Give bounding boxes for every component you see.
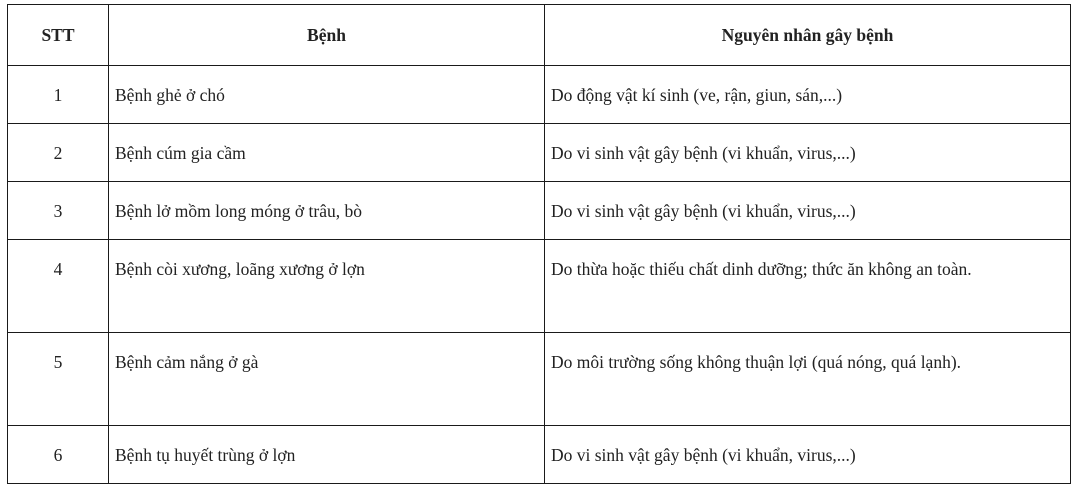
disease-table-container [7, 4, 1070, 484]
row-cause: Do thừa hoặc thiếu chất dinh dưỡng; thức ăn không an toàn. [545, 240, 1071, 333]
table-row [8, 66, 1071, 124]
row-stt: 1 [8, 66, 109, 124]
row-disease: Bệnh ghẻ ở chó [109, 66, 545, 124]
row-stt: 6 [8, 426, 109, 484]
row-disease: Bệnh cảm nắng ở gà [109, 333, 545, 426]
table-header-row [8, 5, 1071, 66]
row-cause: Do môi trường sống không thuận lợi (quá nóng, quá lạnh). [545, 333, 1071, 426]
table-row [8, 426, 1071, 484]
table-row [8, 333, 1071, 426]
header-cause: Nguyên nhân gây bệnh [545, 5, 1071, 66]
table-row [8, 182, 1071, 240]
row-cause: Do vi sinh vật gây bệnh (vi khuẩn, virus,...) [545, 426, 1071, 484]
disease-table [7, 4, 1071, 484]
table-row [8, 124, 1071, 182]
row-disease: Bệnh tụ huyết trùng ở lợn [109, 426, 545, 484]
row-disease: Bệnh còi xương, loãng xương ở lợn [109, 240, 545, 333]
row-stt: 4 [8, 240, 109, 333]
row-cause: Do động vật kí sinh (ve, rận, giun, sán,...) [545, 66, 1071, 124]
row-stt: 2 [8, 124, 109, 182]
row-disease: Bệnh cúm gia cầm [109, 124, 545, 182]
row-stt: 3 [8, 182, 109, 240]
row-stt: 5 [8, 333, 109, 426]
header-stt: STT [8, 5, 109, 66]
row-cause: Do vi sinh vật gây bệnh (vi khuẩn, virus,...) [545, 124, 1071, 182]
row-disease: Bệnh lở mồm long móng ở trâu, bò [109, 182, 545, 240]
table-row [8, 240, 1071, 333]
header-disease: Bệnh [109, 5, 545, 66]
row-cause: Do vi sinh vật gây bệnh (vi khuẩn, virus,...) [545, 182, 1071, 240]
